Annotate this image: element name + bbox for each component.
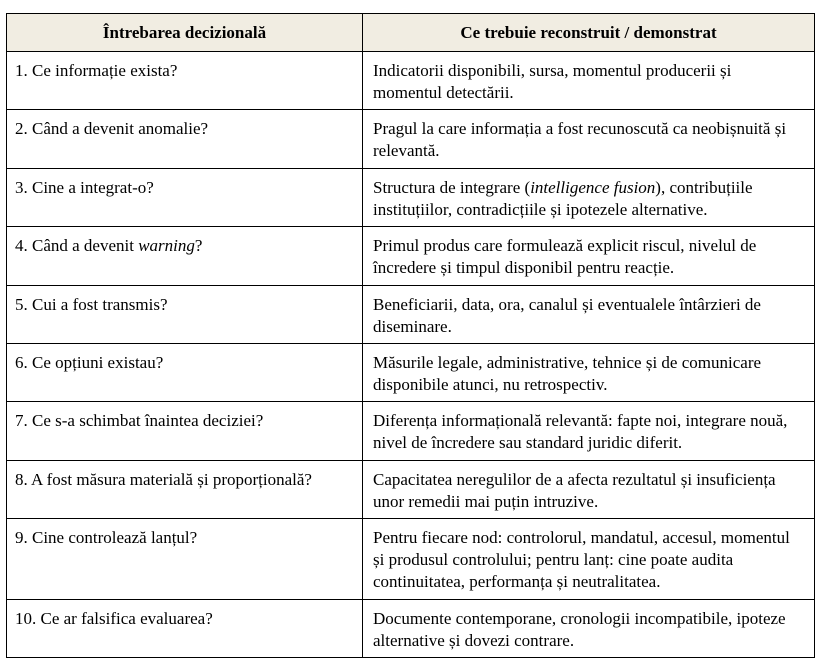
table-row bbox=[7, 110, 815, 169]
answer-cell: Indicatorii disponibili, sursa, momentul producerii și momentul detectării. bbox=[363, 52, 815, 110]
table-row bbox=[7, 402, 815, 461]
question-cell: 9. Cine controlează lanțul? bbox=[7, 519, 363, 600]
answer-cell: Măsurile legale, administrative, tehnice și de comunicare disponibile atunci, nu retrospectiv. bbox=[363, 344, 815, 402]
answer-cell: Beneficiarii, data, ora, canalul și eventualele întârzieri de diseminare. bbox=[363, 286, 815, 344]
answer-cell: Diferența informațională relevantă: fapte noi, integrare nouă, nivel de încredere sau standard juridic diferit. bbox=[363, 402, 815, 461]
table-row bbox=[7, 519, 815, 600]
answer-cell: Capacitatea neregulilor de a afecta rezultatul și insuficiența unor remedii mai puțin intruzive. bbox=[363, 461, 815, 519]
answer-cell: Pentru fiecare nod: controlorul, mandatul, accesul, momentul și produsul controlului; pentru lanț: cine poate audita continuitatea, performanța și neutralitatea. bbox=[363, 519, 815, 600]
table-row bbox=[7, 169, 815, 227]
question-cell: 6. Ce opțiuni existau? bbox=[7, 344, 363, 402]
decision-table bbox=[6, 13, 815, 658]
question-cell: 5. Cui a fost transmis? bbox=[7, 286, 363, 344]
answer-cell: Structura de integrare (intelligence fusion), contribuțiile instituțiilor, contradicțiile și ipotezele alternative. bbox=[363, 169, 815, 227]
table-row bbox=[7, 52, 815, 110]
table-row bbox=[7, 286, 815, 344]
question-cell: 7. Ce s-a schimbat înaintea deciziei? bbox=[7, 402, 363, 461]
question-cell: 2. Când a devenit anomalie? bbox=[7, 110, 363, 169]
answer-cell: Primul produs care formulează explicit riscul, nivelul de încredere și timpul disponibil pentru reacție. bbox=[363, 227, 815, 286]
italic-term: warning bbox=[138, 236, 195, 255]
question-cell: 3. Cine a integrat-o? bbox=[7, 169, 363, 227]
question-cell: 1. Ce informație exista? bbox=[7, 52, 363, 110]
question-cell: 10. Ce ar falsifica evaluarea? bbox=[7, 600, 363, 658]
table-row bbox=[7, 461, 815, 519]
italic-term: intelligence fusion bbox=[530, 178, 656, 197]
header-row bbox=[7, 14, 815, 52]
question-cell: 8. A fost măsura materială și proporțională? bbox=[7, 461, 363, 519]
answer-cell: Pragul la care informația a fost recunoscută ca neobișnuită și relevantă. bbox=[363, 110, 815, 169]
table-row bbox=[7, 600, 815, 658]
answer-cell: Documente contemporane, cronologii incompatibile, ipoteze alternative și dovezi contrare. bbox=[363, 600, 815, 658]
header-question: Întrebarea decizională bbox=[7, 14, 363, 52]
header-reconstruction: Ce trebuie reconstruit / demonstrat bbox=[363, 14, 815, 52]
table-row bbox=[7, 344, 815, 402]
table-row bbox=[7, 227, 815, 286]
question-cell: 4. Când a devenit warning? bbox=[7, 227, 363, 286]
